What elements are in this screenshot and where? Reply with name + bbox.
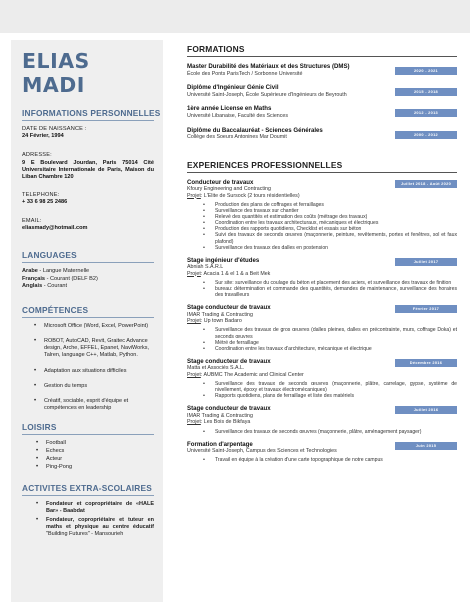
task-item: • Sur site: surveillance du coulage du béton et placement des aciers, et surveillance des travaux de finition <box>215 280 457 286</box>
job-entry <box>187 441 457 464</box>
hobbies-heading: LOISIRS <box>22 422 154 435</box>
job-company: Abniah S.A.R.L <box>187 264 224 271</box>
formation-title: 1ère année License en Maths <box>187 105 272 113</box>
languages-heading: LANGUAGES <box>22 250 154 263</box>
hobby-item: • Echecs <box>46 448 154 456</box>
activities-section <box>22 483 154 538</box>
phone-label: TELEPHONE: <box>22 192 60 199</box>
task-item: • Production des rapports quotidiens, Checklist et essais sur béton <box>215 226 457 232</box>
task-item: • Relevé des quantités et estimation des coûts (métrage des travaux) <box>215 214 457 220</box>
hobby-item: • Football <box>46 440 154 448</box>
activity-item: • Fondateur et copropriétaire de «HALE Bar» - Baabdat <box>46 501 154 515</box>
job-company: Matta et Associés S.A.L. <box>187 365 245 372</box>
job-project: Projet: Up town Badaro <box>187 318 242 325</box>
job-title: Stage conducteur de travaux <box>187 405 271 413</box>
formation-entry <box>187 63 457 77</box>
language-item: Français - Courant (DELF B2) <box>22 275 98 282</box>
skills-heading: COMPÉTENCES <box>22 305 154 318</box>
formation-school: École des Ponts ParisTech / Sorbonne Université <box>187 70 303 77</box>
task-item: • Surveillance des travaux de gros œuvres (dalles pleines, dalles en précontrainte, murs, coffrage Doka) et seconds œuvres <box>215 327 457 339</box>
job-title: Stage conducteur de travaux <box>187 357 271 365</box>
formation-title: Diplôme du Baccalauréat - Sciences Générales <box>187 126 323 134</box>
task-item: • Travail en équipe à la création d'une carte topographique de notre campus <box>215 457 457 463</box>
task-item: • Coordination entre les travaux architecturaux, mécaniques et électriques <box>215 220 457 226</box>
job-entry <box>187 179 457 251</box>
birth-label: DATE DE NAISSANCE : <box>22 126 87 132</box>
formation-entry <box>187 127 457 141</box>
formation-school: Université Libanaise, Faculté des Sciences <box>187 112 288 119</box>
experience-heading: EXPERIENCES PROFESSIONNELLES <box>187 160 457 173</box>
email-label: EMAIL: <box>22 217 42 224</box>
job-company: IMAR Trading & Contracting <box>187 412 253 419</box>
job-entry <box>187 257 457 299</box>
date-badge: 2015 - 2018 <box>395 88 457 96</box>
sidebar <box>11 40 163 602</box>
job-project: Projet: Acacia 1 & el 1 & a Beit Mek <box>187 270 271 277</box>
date-badge: Février 2017 <box>395 305 457 313</box>
formation-school: Université Saint-Joseph, École Supérieure d'Ingénieurs de Beyrouth <box>187 91 347 98</box>
activities-heading: ACTIVITES EXTRA-SCOLAIRES <box>22 483 154 496</box>
personal-info-section <box>22 108 161 232</box>
task-item: • Production des plans de coffrages et ferraillages <box>215 202 457 208</box>
hobby-item: • Ping-Pong <box>46 464 154 472</box>
language-item: Anglais - Courant <box>22 283 68 290</box>
task-item: • Suivi des travaux de seconds œuvres (maçonnerie, peinture, revêtements, portes et fenêtres, sol et faux plafond) <box>215 232 457 244</box>
candidate-name: ELIAS MADI <box>22 49 90 97</box>
job-company: Université Saint-Joseph, Campus des Sciences et Technologies <box>187 448 337 455</box>
job-title: Formation d'arpentage <box>187 440 253 448</box>
job-title: Conducteur de travaux <box>187 178 254 186</box>
task-item: • Surveillance des travaux de seconds œuvres (maçonnerie, plâtre, aménagement paysager) <box>215 429 457 435</box>
job-project: Projet: AUBMC The Academic and Clinical Center <box>187 371 304 378</box>
address-label: ADRESSE: <box>22 152 52 159</box>
activity-item: • Fondateur, copropriétaire et tuteur en maths et physique au centre éducatif "Building Futures" - Mansourieh <box>46 517 154 538</box>
task-item: • Surveillance des travaux sur chantier <box>215 208 457 214</box>
job-project: Projet: Les Bois de Bikfaya <box>187 419 251 426</box>
formation-title: Diplôme d'Ingénieur Génie Civil <box>187 84 279 92</box>
birth-value: 24 Février, 1994 <box>22 133 64 140</box>
job-company: IMAR Trading & Contracting <box>187 311 253 318</box>
formation-entry <box>187 105 457 119</box>
skill-item: • Microsoft Office (Word, Excel, PowerPoint) <box>44 323 154 330</box>
hobbies-section <box>22 422 154 471</box>
formations-heading: FORMATIONS <box>187 44 457 57</box>
job-project: Projet: L'Elite de Sursock (2 tours résidentielles) <box>187 192 300 199</box>
language-item: Arabe - Langue Maternelle <box>22 268 90 275</box>
address-value: 9 E Boulevard Jourdan, Paris 75014 Cité Universitaire Internationale de Paris, Maison du Liban Chambre 120 <box>22 159 154 181</box>
date-badge: Juillet 2018 - Août 2020 <box>395 180 457 188</box>
top-band <box>0 0 470 33</box>
date-badge: 2000 - 2012 <box>395 131 457 139</box>
skill-item: • Créatif, sociable, esprit d'équipe et compétences en leadership <box>44 398 154 412</box>
formation-school: Collège des Soeurs Antonines Mar Doumit <box>187 134 287 141</box>
skill-item: • Gestion du temps <box>44 383 154 390</box>
languages-section <box>22 250 154 291</box>
personal-info-heading: INFORMATIONS PERSONNELLES <box>22 108 154 121</box>
formation-entry <box>187 84 457 98</box>
job-title: Stage conducteur de travaux <box>187 304 271 312</box>
phone-value: + 33 6 98 25 2486 <box>22 199 68 206</box>
date-badge: Juin 2015 <box>395 442 457 450</box>
task-item: • bureau: détermination et commande des quantités, demandes de maintenance, surveillance des horaires des travailleurs <box>215 286 457 298</box>
job-title: Stage ingénieur d'études <box>187 256 260 264</box>
date-badge: Juillet 2016 <box>395 406 457 414</box>
email-value[interactable]: eliasmady@hotmail.com <box>22 224 88 231</box>
date-badge: 2012 - 2013 <box>395 109 457 117</box>
task-item: • Rapports quotidiens, plans de ferraillage et liste des matériels <box>215 393 457 399</box>
task-item: • Surveillance des travaux de seconds œuvres (maçonnerie, plâtre, carrelage, gypse, système de nivellement, époxy et travaux électromécaniques) <box>215 381 457 393</box>
date-badge: Juillet 2017 <box>395 258 457 266</box>
task-item: • Coordination entre les travaux d'architecture, mécanique et électrique <box>215 346 457 352</box>
formation-title: Master Durabilité des Matériaux et des Structures (DMS) <box>187 63 350 70</box>
date-badge: 2020 - 2021 <box>395 67 457 75</box>
job-entry <box>187 358 457 400</box>
hobby-item: • Acteur <box>46 456 154 464</box>
skills-section <box>22 305 154 413</box>
date-badge: Décembre 2016 <box>395 359 457 367</box>
task-item: • Métré de ferraillage <box>215 340 457 346</box>
skill-item: • Adaptation aux situations difficiles <box>44 368 154 375</box>
skill-item: • ROBOT, AutoCAD, Revit, Graitec Advance design, Arche, EFFEL, Epanet, NaviWorks, Talren, language C++, Matlab, Python. <box>44 338 154 360</box>
task-item: • Surveillance des travaux des dalles en postension <box>215 245 457 251</box>
job-entry <box>187 405 457 434</box>
job-entry <box>187 304 457 352</box>
main-content <box>187 44 457 470</box>
job-company: Kfoury Engineering and Contracting <box>187 186 271 193</box>
